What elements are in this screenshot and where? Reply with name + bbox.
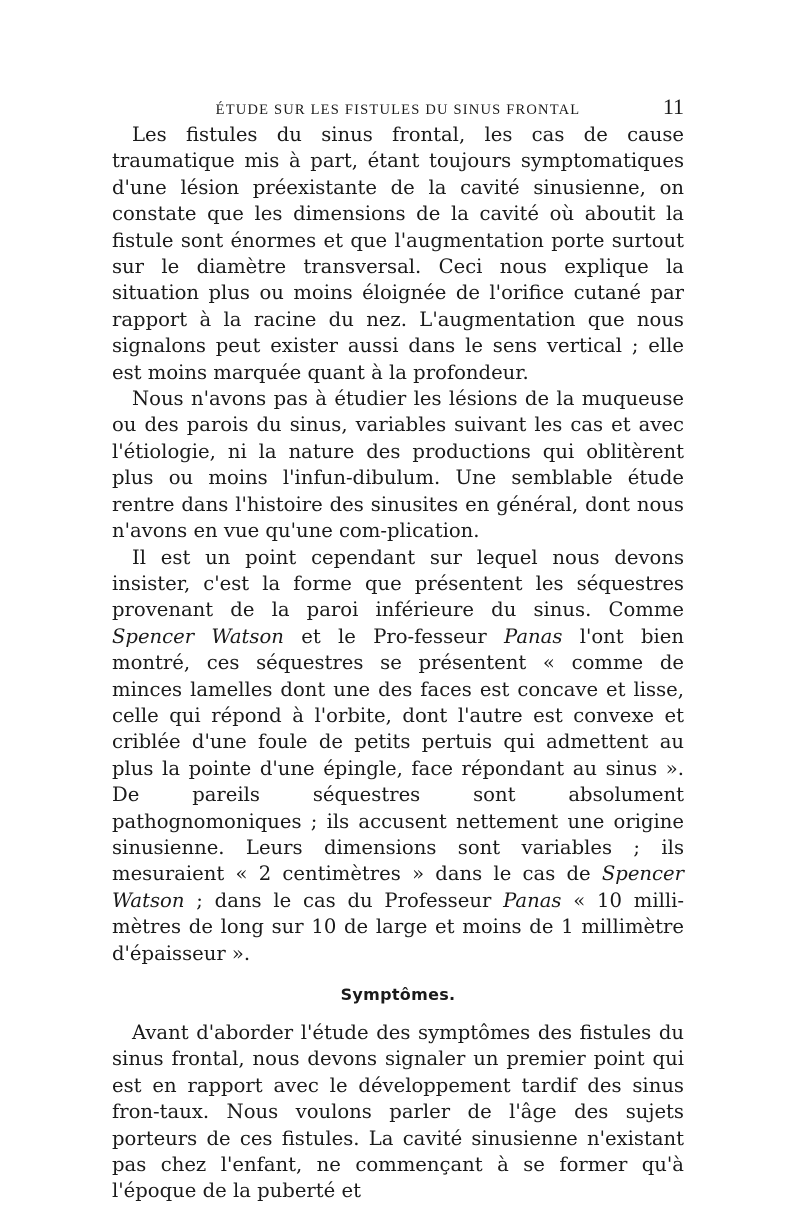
paragraph-2: Nous n'avons pas à étudier les lésions de la muqueuse ou des parois du sinus, variables suivant les cas et avec l'étiologie, ni la nature des productions qui oblitèrent plus ou moins l'infun-dibulum. Une semblable étude rentre dans l'histoire des sinusites en général, dont nous n'avons en vue qu'une com-plication. (112, 387, 684, 543)
page-number: 11 (662, 94, 684, 119)
paragraph-3 (112, 545, 684, 968)
paragraph-3-text-5: « 10 milli-mètres de long sur 10 de large et moins de 1 millimètre d'épaisseur ». (112, 888, 685, 965)
running-title: ÉTUDE SUR LES FISTULES DU SINUS FRONTAL (215, 102, 581, 118)
book-page (112, 92, 684, 1205)
paragraph-4: Avant d'aborder l'étude des symptômes des fistules du sinus frontal, nous devons signaler un premier point qui est en rapport avec le développement tardif des sinus fron-taux. Nous voulons parler de l'âge des sujets porteurs de ces fistules. La cavité sinusienne n'existant pas chez l'enfant, ne commençant à se former qu'à l'époque de la puberté et (112, 1021, 684, 1203)
running-head (112, 92, 684, 122)
paragraph-3-text-2: et le Pro-fesseur (283, 624, 505, 648)
author-name-spencer-watson-2: Spencer Watson (112, 862, 684, 912)
author-name-panas: Panas (504, 624, 563, 648)
author-name-panas-2: Panas (503, 888, 562, 912)
paragraph-1: Les fistules du sinus frontal, les cas de cause traumatique mis à part, étant toujours symptomatiques d'une lésion préexistante de la cavité sinusienne, on constate que les dimensions de la cavité où aboutit la fistule sont énormes et que l'augmentation porte surtout sur le diamètre transversal. Ceci nous explique la situation plus ou moins éloignée de l'orifice cutané par rapport à la racine du nez. L'augmentation que nous signalons peut exister aussi dans le sens vertical ; elle est moins marquée quant à la profondeur. (112, 123, 684, 384)
section-heading: Symptômes. (340, 985, 456, 1004)
author-name-spencer-watson: Spencer Watson (112, 624, 284, 648)
paragraph-3-text-4: ; dans le cas du Professeur (184, 888, 504, 912)
paragraph-3-text-3: l'ont bien montré, ces séquestres se présentent « comme de minces lamelles dont une des faces est concave et lisse, celle qui répond à l'orbite, dont l'autre est convexe et criblée d'une foule de petits pertuis qui admettent au plus la pointe d'une épingle, face répondant au sinus ». De pareils séquestres sont absolument pathognomoniques ; ils accusent nettement une origine sinusienne. Leurs dimensions sont variables ; ils mesuraient « 2 centimètres » dans le cas de (112, 624, 684, 886)
paragraph-3-text-1: Il est un point cependant sur lequel nous devons insister, c'est la forme que présentent les séquestres provenant de la paroi inférieure du sinus. Comme (112, 545, 684, 622)
